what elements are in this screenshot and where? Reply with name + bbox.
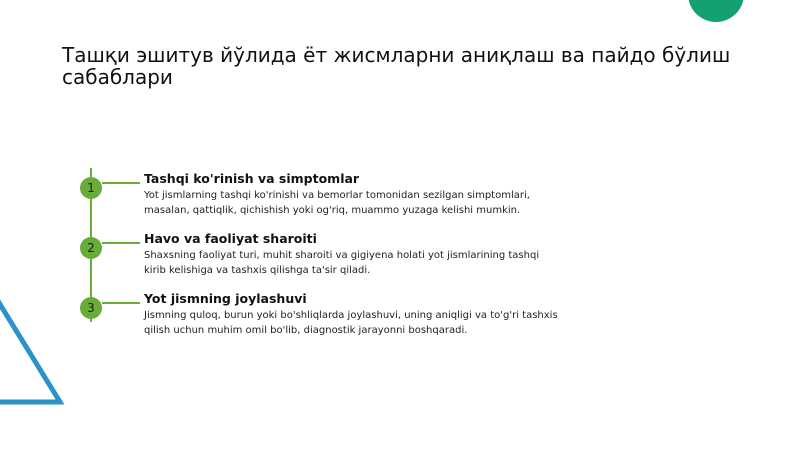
item-text-1: Yot jismlarning tashqi ko'rinishi va bemorlar tomonidan sezilgan simptomlari, masalan, qattiqlik, qichishish yoki og'riq, muammo yuzaga kelishi mumkin. [144, 190, 530, 216]
item-text-3: Jismning quloq, burun yoki bo'shliqlarda joylashuvi, uning aniqligi va to'g'ri tashxis qilish uchun muhim omil bo'lib, diagnostik jarayonni boshqaradi. [144, 310, 558, 336]
item-heading-2: Havo va faoliyat sharoiti [144, 231, 317, 246]
item-heading-3: Yot jismning joylashuvi [144, 291, 307, 306]
slide-title: Ташқи эшитув йўлида ёт жисмларни аниқлаш ва пайдо бўлиш сабаблари [62, 43, 731, 89]
item-heading-1: Tashqi ko'rinish va simptomlar [144, 171, 360, 186]
timeline-number-3: 3 [87, 301, 95, 315]
timeline-number-2: 2 [87, 241, 95, 255]
timeline-number-1: 1 [87, 181, 95, 195]
item-text-2: Shaxsning faoliyat turi, muhit sharoiti va gigiyena holati yot jismlarining tashqi kirib kelishiga va tashxis qilishga ta'sir qiladi. [144, 250, 540, 276]
